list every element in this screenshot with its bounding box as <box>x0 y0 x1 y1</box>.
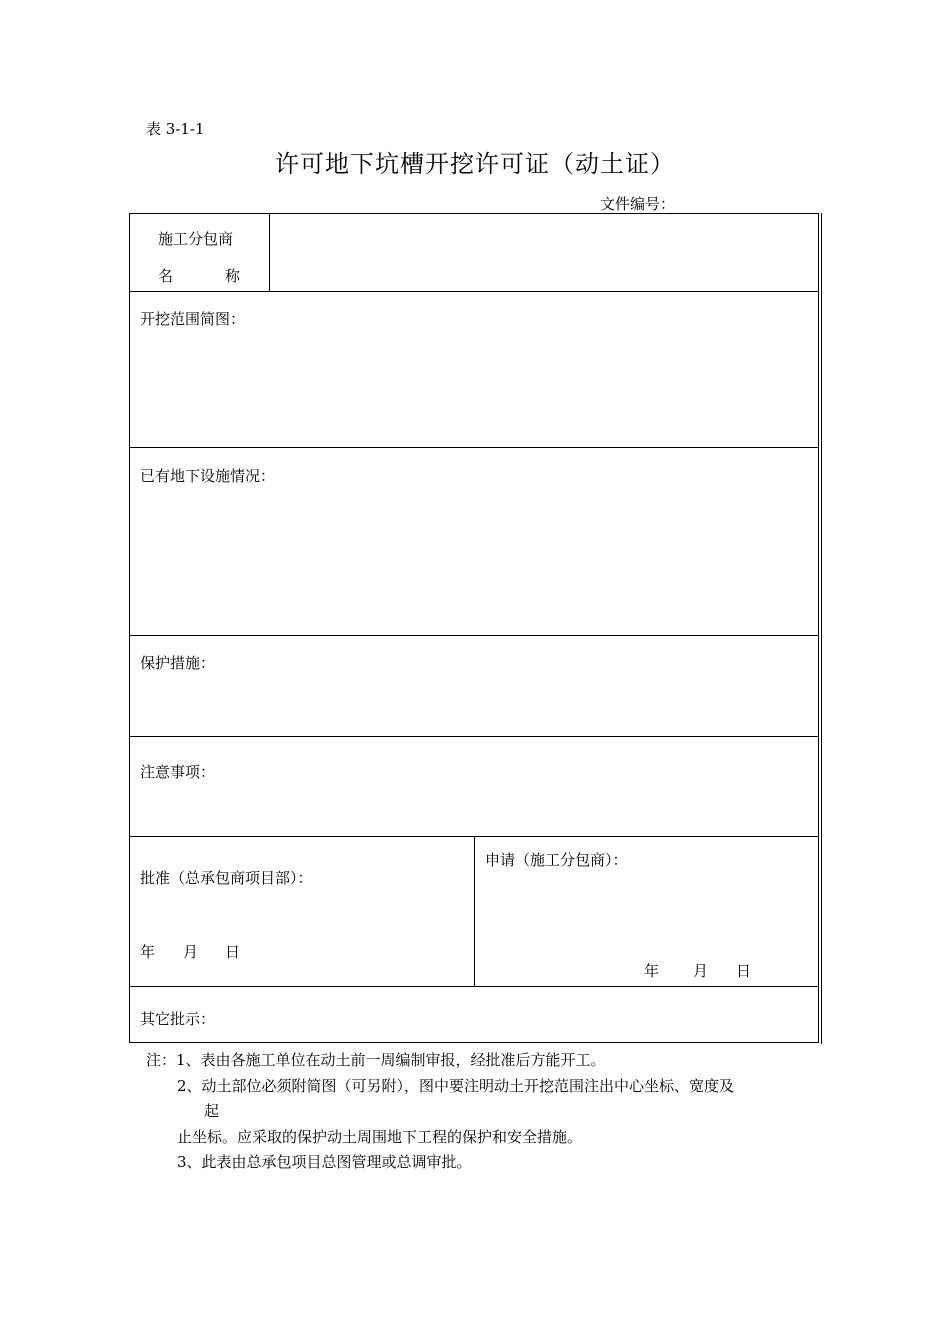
other-instructions-label: 其它批示： <box>140 1010 216 1028</box>
note-line-3: 止坐标。应采取的保护动土周围地下工程的保护和安全措施。 <box>177 1128 583 1146</box>
approval-col-divider <box>474 836 475 986</box>
application-date-day: 日 <box>736 962 752 980</box>
scope-sketch-area[interactable] <box>131 292 817 446</box>
form-right-edge <box>821 213 822 1044</box>
table-number: 表 3-1-1 <box>146 120 205 138</box>
approval-date-month: 月 <box>183 943 199 961</box>
document-number-label: 文件编号： <box>600 195 676 213</box>
note-line-2: 2、动土部位必须附简图（可另附），图中要注明动土开挖范围注出中心坐标、宽度及 <box>177 1077 735 1095</box>
name-label-char-2: 称 <box>225 267 241 285</box>
name-label-char-1: 名 <box>158 267 174 285</box>
protection-area[interactable] <box>131 636 817 735</box>
existing-facilities-label: 已有地下设施情况： <box>140 467 276 485</box>
permit-form <box>129 213 819 1043</box>
existing-facilities-area[interactable] <box>131 448 817 634</box>
subcontractor-col-divider <box>269 214 270 291</box>
application-date-year: 年 <box>644 962 660 980</box>
approval-date-year: 年 <box>140 943 156 961</box>
precautions-label: 注意事项： <box>140 763 216 781</box>
application-date-month: 月 <box>693 962 709 980</box>
subcontractor-label: 施工分包商 <box>158 230 234 248</box>
note-line-1: 注：1、表由各施工单位在动土前一周编制审报，经批准后方能开工。 <box>146 1051 606 1069</box>
note-line-2-wrap: 起 <box>204 1102 220 1120</box>
page-title: 许可地下坑槽开挖许可证（动土证） <box>275 150 675 178</box>
note-line-4: 3、此表由总承包项目总图管理或总调审批。 <box>177 1153 472 1171</box>
other-instructions-area[interactable] <box>131 987 817 1042</box>
protection-label: 保护措施： <box>140 654 216 672</box>
scope-sketch-label: 开挖范围简图： <box>140 310 246 328</box>
approval-date-day: 日 <box>225 943 241 961</box>
application-label: 申请（施工分包商）： <box>485 851 628 869</box>
approval-label: 批准（总承包商项目部）： <box>140 869 313 887</box>
precautions-area[interactable] <box>131 737 817 835</box>
